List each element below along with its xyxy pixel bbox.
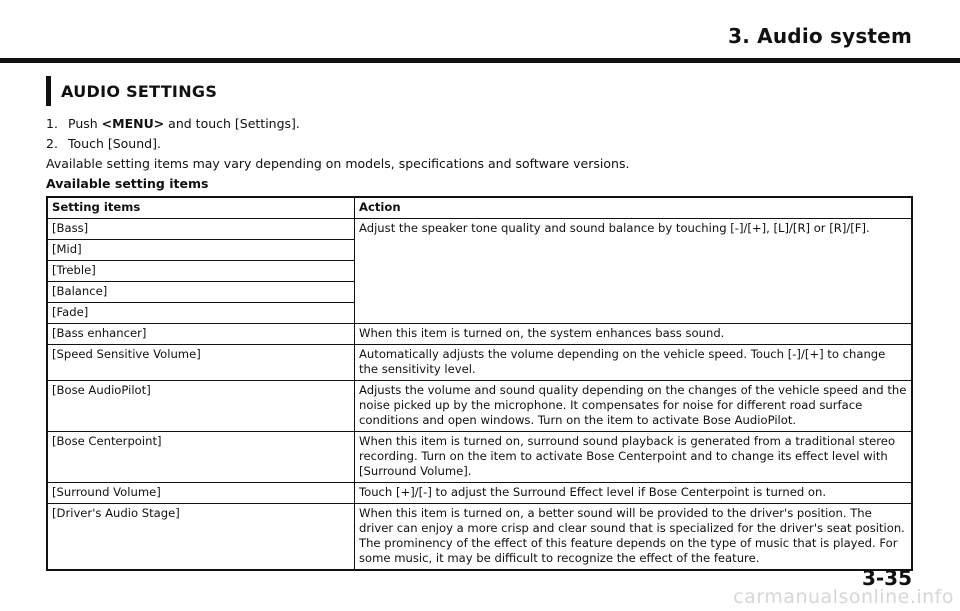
setting-action: When this item is turned on, surround sound playback is generated from a traditional stereo recording. Turn on the item to activate Bose Centerpoint and to change its effect level with [Surround Volume]. — [355, 432, 913, 483]
watermark: carmanualsonline.info — [733, 586, 954, 608]
setting-item: [Treble] — [47, 261, 355, 282]
table-row — [47, 432, 912, 483]
step-number: 1. — [46, 116, 58, 131]
setting-action: When this item is turned on, a better sound will be provided to the driver's position. The driver can enjoy a more crisp and clear sound that is specialized for the driver's seat position. The prominency of the effect of this feature depends on the type of music that is played. For some music, it may be difficult to recognize the effect of the feature. — [355, 504, 913, 571]
setting-action: Touch [+]/[-] to adjust the Surround Effect level if Bose Centerpoint is turned on. — [355, 483, 913, 504]
setting-item: [Bose AudioPilot] — [47, 381, 355, 432]
setting-item: [Bose Centerpoint] — [47, 432, 355, 483]
table-row — [47, 483, 912, 504]
setting-item: [Bass] — [47, 219, 355, 240]
availability-note: Available setting items may vary depending on models, specifications and software versions. — [46, 156, 630, 171]
header-rule — [0, 58, 960, 63]
setting-action: Automatically adjusts the volume depending on the vehicle speed. Touch [-]/[+] to change the sensitivity level. — [355, 345, 913, 381]
step-text-before: Push — [68, 116, 102, 131]
header-setting-items: Setting items — [47, 197, 355, 219]
setting-item: [Bass enhancer] — [47, 324, 355, 345]
step-text-after: and touch [Settings]. — [164, 116, 300, 131]
table-header-row — [47, 197, 912, 219]
steps-list — [46, 114, 300, 154]
section-title: AUDIO SETTINGS — [61, 81, 218, 101]
table-caption: Available setting items — [46, 176, 209, 191]
step-number: 2. — [46, 136, 58, 151]
table-row — [47, 381, 912, 432]
settings-table — [46, 196, 913, 571]
chapter-title: 3. Audio system — [728, 24, 912, 48]
step-text: Touch [Sound]. — [68, 136, 161, 151]
setting-item: [Fade] — [47, 303, 355, 324]
heading-bar — [46, 76, 51, 106]
setting-item: [Mid] — [47, 240, 355, 261]
setting-action: Adjusts the volume and sound quality depending on the changes of the vehicle speed and the noise picked up by the microphone. It compensates for noise for different road surface conditions and open windows. Turn on the item to activate Bose AudioPilot. — [355, 381, 913, 432]
section-heading — [46, 76, 217, 106]
step-text — [68, 114, 300, 134]
table-row — [47, 219, 912, 240]
setting-item: [Surround Volume] — [47, 483, 355, 504]
setting-action: When this item is turned on, the system enhances bass sound. — [355, 324, 913, 345]
page-number: 3-35 — [861, 566, 912, 590]
table-row — [47, 324, 912, 345]
step-1 — [46, 114, 300, 134]
table-row — [47, 345, 912, 381]
table-row — [47, 504, 912, 571]
menu-key: <MENU> — [101, 116, 165, 131]
step-2 — [46, 134, 300, 154]
setting-item: [Balance] — [47, 282, 355, 303]
setting-item: [Speed Sensitive Volume] — [47, 345, 355, 381]
setting-action: Adjust the speaker tone quality and sound balance by touching [-]/[+], [L]/[R] or [R]/[F]. — [355, 219, 913, 324]
header-action: Action — [355, 197, 913, 219]
setting-item: [Driver's Audio Stage] — [47, 504, 355, 571]
